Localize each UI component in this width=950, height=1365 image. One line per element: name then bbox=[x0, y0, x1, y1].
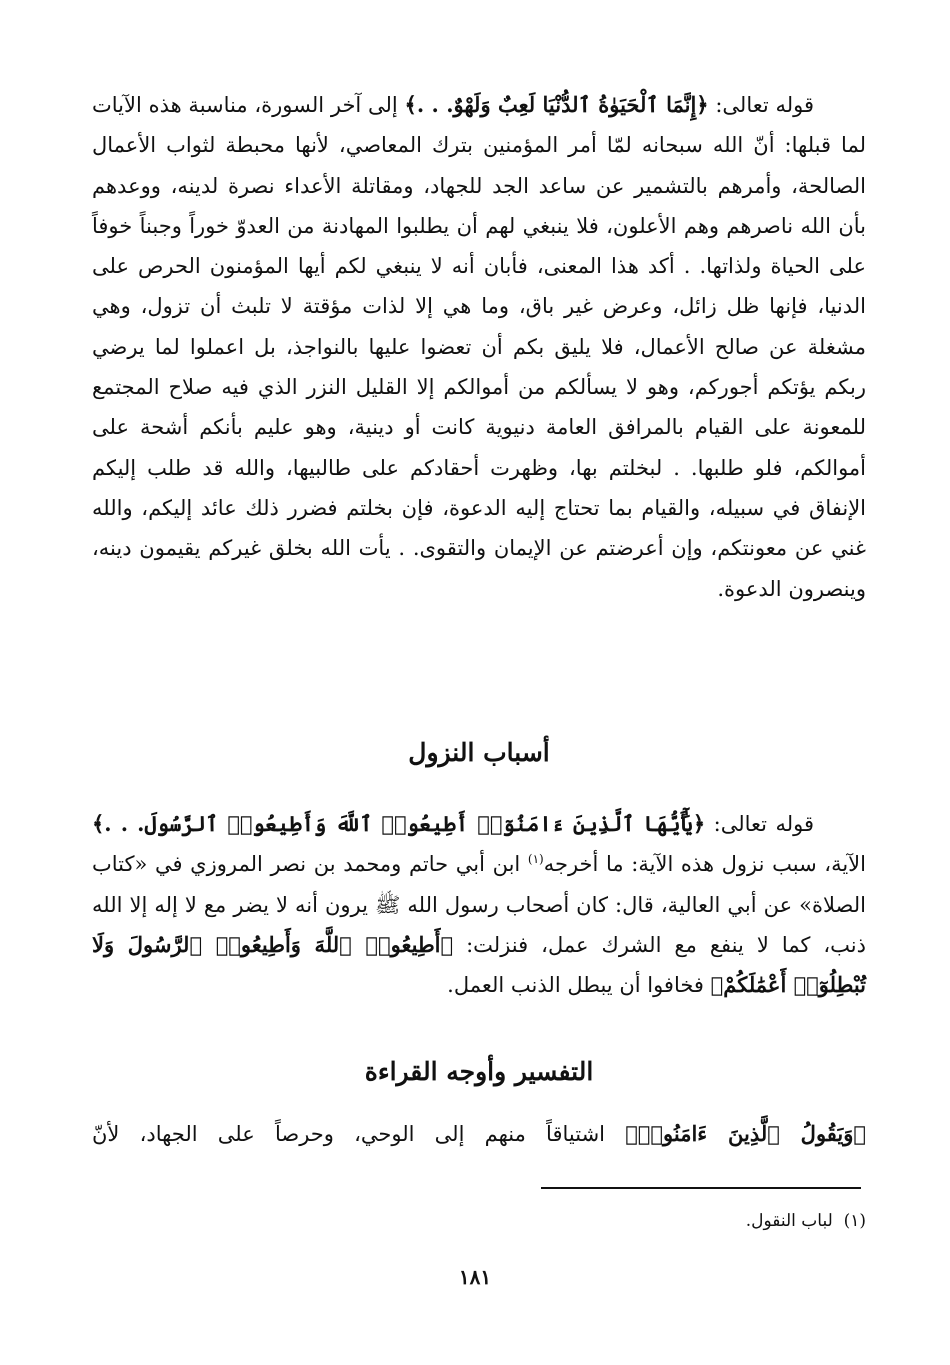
paragraph-tafsir bbox=[92, 1114, 866, 1154]
paragraph-intro: قوله تعالى: bbox=[705, 812, 814, 836]
footnote bbox=[92, 1205, 866, 1237]
footnote-number: (١) bbox=[843, 1211, 866, 1231]
paragraph-body: فخافوا أن يبطل الذنب العمل. bbox=[447, 973, 711, 998]
page-number: ١٨١ bbox=[458, 1265, 492, 1289]
paragraph-body: الآية، سبب نزول هذه الآية: ما أخرجه bbox=[543, 852, 866, 877]
footnote-reference: (١) bbox=[527, 852, 544, 867]
footnote-text: لباب النقول. bbox=[745, 1211, 833, 1231]
paragraph-intro: قوله تعالى: bbox=[708, 93, 814, 117]
footnote-divider bbox=[541, 1187, 861, 1189]
paragraph-body: إلى آخر السورة، مناسبة هذه الآيات لما قبلها: أنّ الله سبحانه لمّا أمر المؤمنين بترك المعاصي، لأنها محبطة لثواب الأعمال الصالحة، وأمرهم بالتشمير عن ساعد الجد للجهاد، ومقاتلة الأعداء نصرة لدينه، ووعدهم بأن الله ناصرهم وهم الأعلون، فلا ينبغي لهم أن يطلبوا المهادنة من العدوّ خوراً وجبناً خوفاً على الحياة ولذاتها. . أكد هذا المعنى، فأبان أنه لا ينبغي لكم أيها المؤمنون الحرص على الدنيا، فإنها ظل زائل، وعرض غير باق، وما هي إلا لذات مؤقتة لا تلبث أن تزول، وهي مشغلة عن صالح الأعمال، فلا يليق بكم أن تعضوا عليها بالنواجذ، بل اعملوا لما يرضي ربكم يؤتكم أجوركم، وهو لا يسألكم من أموالكم إلا القليل النزر الذي فيه صلاح المجتمع للمعونة على القيام بالمرافق العامة دنيوية كانت أو دينية، وهو عليم بأنكم أشحة على أموالكم، فلو طلبها. . لبخلتم بها، وظهرت أحقادكم على طالبيها، والله قد طلب إليكم الإنفاق في سبيله، والقيام بما تحتاج إليه الدعوة، فإن بخلتم فضرر ذلك عائد إليكم، والله غني عن معونتكم، وإن أعرضتم عن الإيمان والتقوى. . يأت الله بخلق غيركم يقيمون دينه، وينصرون الدعوة. bbox=[92, 93, 866, 601]
section-heading-tafsir: التفسير وأوجه القراءة bbox=[364, 1057, 594, 1086]
quran-verse: ﴿إِنَّمَا ٱلْحَيَوٰةُ ٱلدُّنْيَا لَعِبٌ وَلَهْوٌ. . .﴾ bbox=[404, 92, 709, 117]
paragraph-body: اشتياقاً منهم إلى الوحي، وحرصاً على الجهاد، لأنّ bbox=[92, 1122, 626, 1146]
paragraph-body: ابن أبي حاتم ومحمد بن نصر المروزي في «كتاب الصلاة» عن أبي العالية، قال: كان أصحاب رسول الله ﷺ يرون أنه لا يضر مع لا إله إلا الله ذنب، كما لا ينفع مع الشرك عمل، فنزلت: bbox=[92, 852, 866, 957]
paragraph-munasaba bbox=[92, 85, 866, 609]
quran-verse: ﴿يَٰٓأَيُّهَا ٱلَّذِينَ ءَامَنُوٓا۟ أَطِيعُوا۟ ٱللَّهَ وَأَطِيعُوا۟ ٱلرَّسُولَ. . .﴾ bbox=[92, 811, 706, 836]
quran-verse: ﴿أَطِيعُوا۟ ٱللَّهَ وَأَطِيعُوا۟ ٱلرَّسُولَ وَلَا تُبْطِلُوٓا۟ أَعْمَٰلَكُمْ﴾ bbox=[92, 931, 866, 998]
section-heading-asbab: أسباب النزول bbox=[408, 738, 550, 767]
paragraph-asbab bbox=[92, 804, 866, 1005]
quran-verse: ﴿وَيَقُولُ ٱلَّذِينَ ءَامَنُوا۟﴾ bbox=[625, 1121, 866, 1146]
